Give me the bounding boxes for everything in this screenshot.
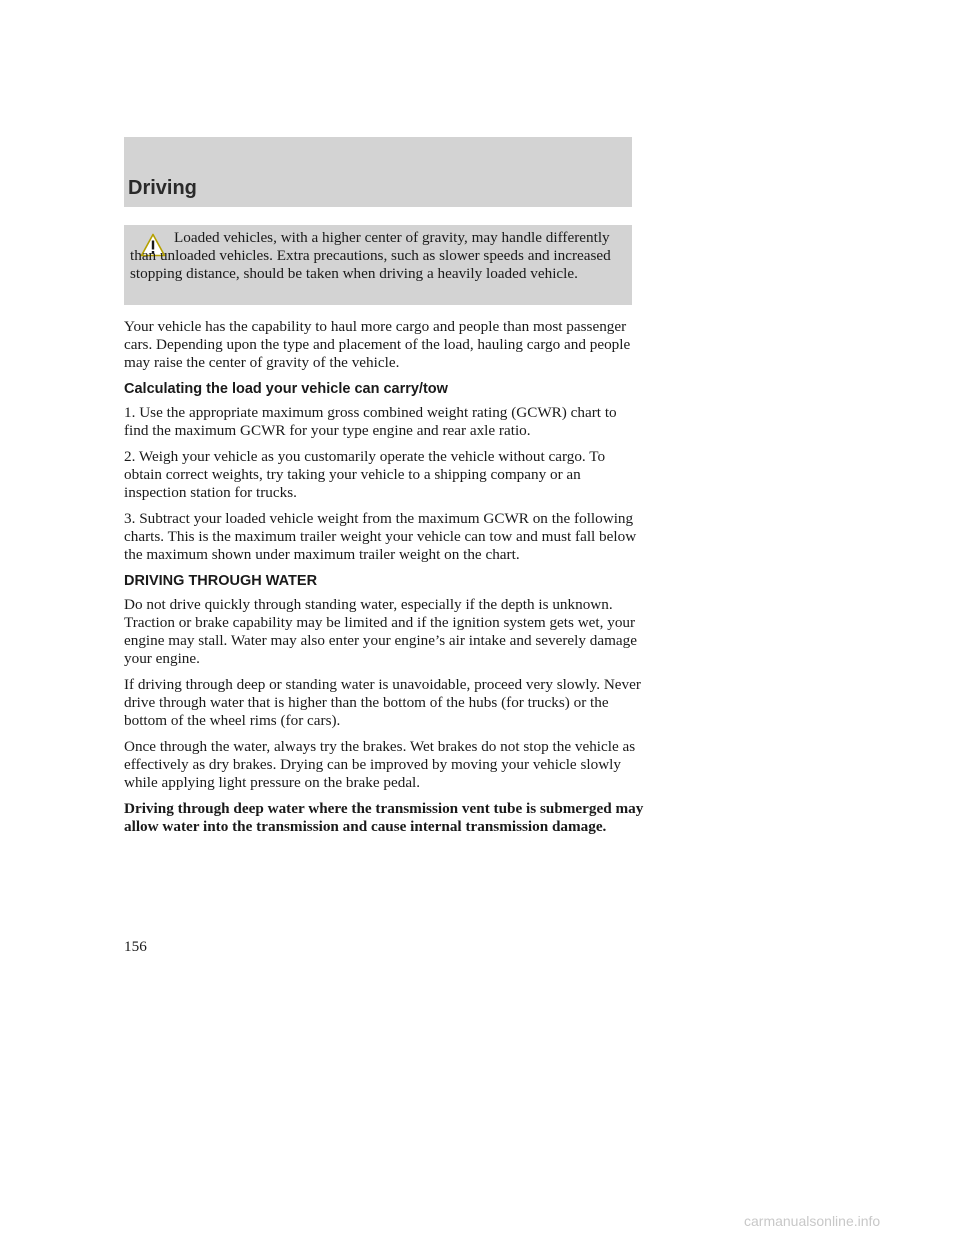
step-paragraph: 2. Weigh your vehicle as you customarily operate the vehicle without cargo. To obtain correct weights, try taking your vehicle to a shipping company or an inspection station for trucks. <box>124 448 606 501</box>
water-paragraph: Do not drive quickly through standing water, especially if the depth is unknown. Traction or brake capability may be limited and if the ignition system gets wet, your engine may stall. Water may also enter your engine’s air intake and severely damage your engine. <box>124 596 637 667</box>
section-header <box>124 137 632 207</box>
warning-text: Loaded vehicles, with a higher center of gravity, may handle differently than unloaded vehicles. Extra precautions, such as slower speeds and increased stopping distance, should be taken when driving a heavily loaded vehicle. <box>130 229 611 282</box>
warning-box <box>124 225 632 305</box>
step-paragraph: 3. Subtract your loaded vehicle weight from the maximum GCWR on the following charts. This is the maximum trailer weight your vehicle can tow and must fall below the maximum shown under maximum trailer weight on the chart. <box>124 510 637 563</box>
water-heading: DRIVING THROUGH WATER <box>124 573 318 589</box>
water-warning-paragraph: Driving through deep water where the transmission vent tube is submerged may allow water into the transmission and cause internal transmission damage. <box>124 800 644 835</box>
intro-paragraph: Your vehicle has the capability to haul more cargo and people than most passenger cars. Depending upon the type and placement of the load, hauling cargo and people may raise the center of gravity of the vehicle. <box>124 318 631 371</box>
page-content <box>124 318 644 844</box>
section-title: Driving <box>128 177 197 199</box>
load-heading: Calculating the load your vehicle can carry/tow <box>124 381 448 397</box>
water-paragraph: Once through the water, always try the brakes. Wet brakes do not stop the vehicle as effectively as dry brakes. Drying can be improved by moving your vehicle slowly while applying light pressure on the brake pedal. <box>124 738 636 791</box>
water-paragraph: If driving through deep or standing water is unavoidable, proceed very slowly. Never drive through water that is higher than the bottom of the hubs (for trucks) or the bottom of the wheel rims (for cars). <box>124 676 641 729</box>
step-paragraph: 1. Use the appropriate maximum gross combined weight rating (GCWR) chart to find the maximum GCWR for your type engine and rear axle ratio. <box>124 404 617 439</box>
watermark-text: carmanualsonline.info <box>744 1213 881 1229</box>
page-number: 156 <box>124 938 147 955</box>
